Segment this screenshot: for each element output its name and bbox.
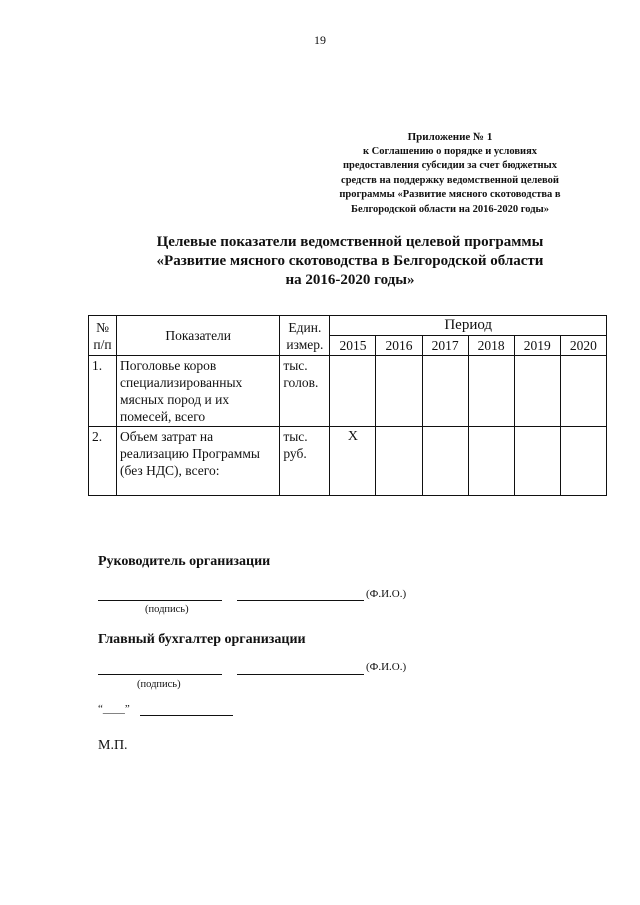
- header-year: 2016: [376, 336, 422, 356]
- head-fio-caption: (Ф.И.О.): [366, 588, 407, 600]
- head-signature-caption: (подпись): [145, 604, 189, 615]
- head-signature-line: [98, 600, 222, 601]
- header-year: 2015: [330, 336, 376, 356]
- appendix-line: к Соглашению о порядке и условиях: [362, 145, 538, 157]
- date-line: [140, 715, 233, 716]
- row-value: [514, 356, 560, 427]
- row-value: [422, 427, 468, 496]
- header-year: 2020: [560, 336, 606, 356]
- appendix-line: предоставления субсидии за счет бюджетных: [343, 160, 557, 171]
- appendix-header: [300, 130, 600, 217]
- table-row: [89, 356, 607, 427]
- appendix-title: Приложение № 1: [407, 131, 493, 143]
- row-value: [376, 427, 422, 496]
- row-number: 2.: [89, 427, 117, 496]
- row-value: [422, 356, 468, 427]
- appendix-line: программы «Развитие мясного скотоводства в: [339, 189, 561, 200]
- row-value: [468, 356, 514, 427]
- accountant-signature-line: [98, 674, 222, 675]
- title-line: «Развитие мясного скотоводства в Белгородской области: [156, 253, 544, 269]
- appendix-line: средств на поддержку ведомственной целевой: [341, 174, 559, 186]
- head-fio-line: [237, 600, 364, 601]
- stamp-placeholder: М.П.: [98, 738, 128, 753]
- header-year: 2017: [422, 336, 468, 356]
- row-value: [330, 356, 376, 427]
- accountant-fio-caption: (Ф.И.О.): [366, 661, 407, 673]
- row-value: [560, 427, 606, 496]
- header-indicator: Показатели: [117, 316, 280, 356]
- head-signature-label: Руководитель организации: [98, 554, 271, 569]
- header-year: 2019: [514, 336, 560, 356]
- header-num: № п/п: [89, 316, 117, 356]
- header-period: Период: [330, 316, 607, 336]
- title-line: Целевые показатели ведомственной целевой программы: [156, 234, 544, 250]
- row-value: [376, 356, 422, 427]
- row-unit: тыс. руб.: [280, 427, 330, 496]
- appendix-line: Белгородской области на 2016-2020 годы»: [351, 203, 549, 215]
- page-number: 19: [314, 33, 326, 47]
- row-value: [514, 427, 560, 496]
- row-value: [468, 427, 514, 496]
- header-unit: Един. измер.: [280, 316, 330, 356]
- table-row: [89, 427, 607, 496]
- row-value: Х: [330, 427, 376, 496]
- row-indicator: Поголовье коров специализированных мясных пород и их помесей, всего: [117, 356, 280, 427]
- accountant-fio-line: [237, 674, 364, 675]
- date-quotes: “____”: [98, 703, 130, 715]
- row-unit: тыс. голов.: [280, 356, 330, 427]
- document-title: [100, 233, 600, 290]
- accountant-signature-label: Главный бухгалтер организации: [98, 632, 306, 647]
- accountant-signature-caption: (подпись): [137, 679, 181, 690]
- header-year: 2018: [468, 336, 514, 356]
- row-indicator: Объем затрат на реализацию Программы (без НДС), всего:: [117, 427, 280, 496]
- row-value: [560, 356, 606, 427]
- title-line: на 2016-2020 годы»: [285, 272, 415, 288]
- indicators-table: [88, 315, 607, 496]
- row-number: 1.: [89, 356, 117, 427]
